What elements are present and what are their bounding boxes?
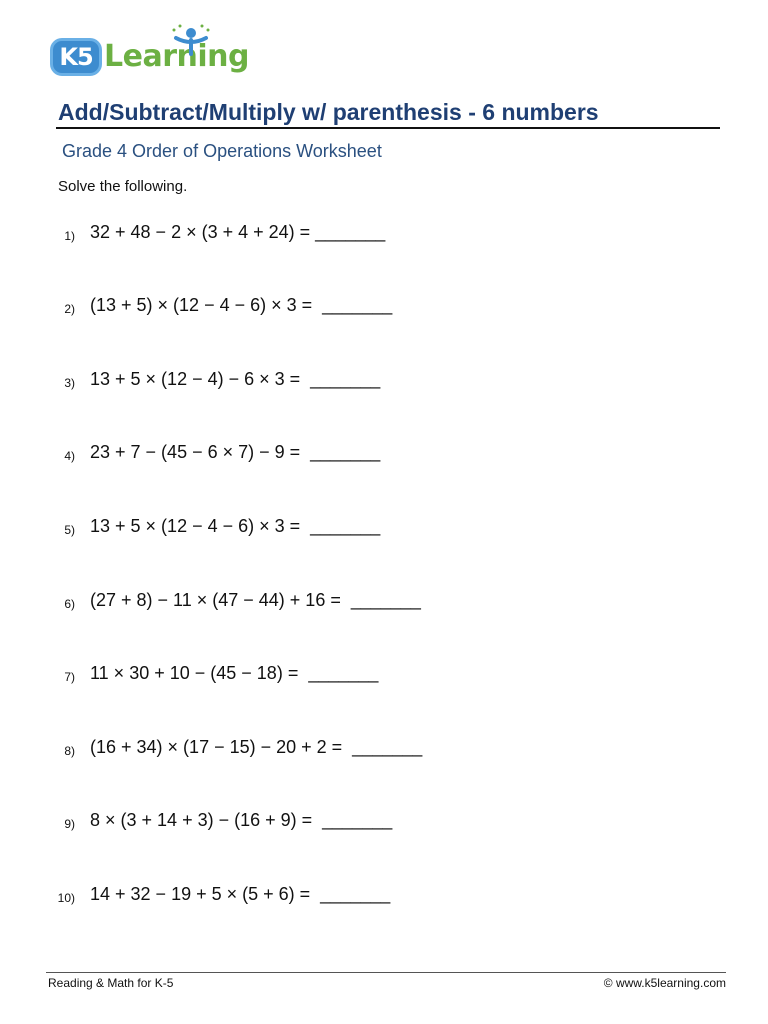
problem-row <box>0 515 768 545</box>
problem-number: 8) <box>64 744 75 758</box>
problem-expression: 13 + 5 × (12 − 4 − 6) × 3 = _______ <box>90 516 381 536</box>
worksheet-title: Add/Subtract/Multiply w/ parenthesis - 6 numbers <box>58 99 599 125</box>
title-divider <box>56 127 720 129</box>
problem-row <box>0 662 768 692</box>
problem-number: 2) <box>64 302 75 316</box>
problem-row <box>0 809 768 839</box>
problem-row <box>0 441 768 471</box>
k5-learning-logo <box>50 30 250 82</box>
logo-wordmark: Learning <box>104 39 249 74</box>
problem-number: 5) <box>64 523 75 537</box>
problem-expression: 8 × (3 + 14 + 3) − (16 + 9) = _______ <box>90 810 393 830</box>
footer-copyright: © www.k5learning.com <box>603 976 726 990</box>
problem-expression: 11 × 30 + 10 − (45 − 18) = _______ <box>90 663 379 683</box>
problem-row <box>0 221 768 251</box>
problem-expression: 14 + 32 − 19 + 5 × (5 + 6) = _______ <box>90 884 391 904</box>
problem-row <box>0 736 768 766</box>
problem-expression: 23 + 7 − (45 − 6 × 7) − 9 = _______ <box>90 442 381 462</box>
worksheet-subtitle: Grade 4 Order of Operations Worksheet <box>62 141 382 161</box>
footer-divider <box>46 972 726 973</box>
problem-row <box>0 368 768 398</box>
problem-expression: 13 + 5 × (12 − 4) − 6 × 3 = _______ <box>90 369 381 389</box>
problem-expression: (16 + 34) × (17 − 15) − 20 + 2 = _______ <box>90 737 423 757</box>
problem-number: 1) <box>64 229 75 243</box>
problem-number: 6) <box>64 597 75 611</box>
problem-number: 7) <box>64 670 75 684</box>
problem-expression: (13 + 5) × (12 − 4 − 6) × 3 = _______ <box>90 295 393 315</box>
problem-number: 10) <box>57 891 75 905</box>
problem-row <box>0 294 768 324</box>
instruction-text: Solve the following. <box>58 178 188 195</box>
problem-number: 4) <box>64 449 75 463</box>
problem-row <box>0 589 768 619</box>
problem-expression: (27 + 8) − 11 × (47 − 44) + 16 = _______ <box>90 590 421 610</box>
problem-expression: 32 + 48 − 2 × (3 + 4 + 24) = _______ <box>90 222 386 242</box>
problem-number: 9) <box>64 817 75 831</box>
problem-number: 3) <box>64 376 75 390</box>
footer-tagline: Reading & Math for K-5 <box>48 976 174 990</box>
problem-row <box>0 883 768 913</box>
logo-figure-icon <box>168 24 214 58</box>
logo-badge: K5 <box>50 38 102 76</box>
